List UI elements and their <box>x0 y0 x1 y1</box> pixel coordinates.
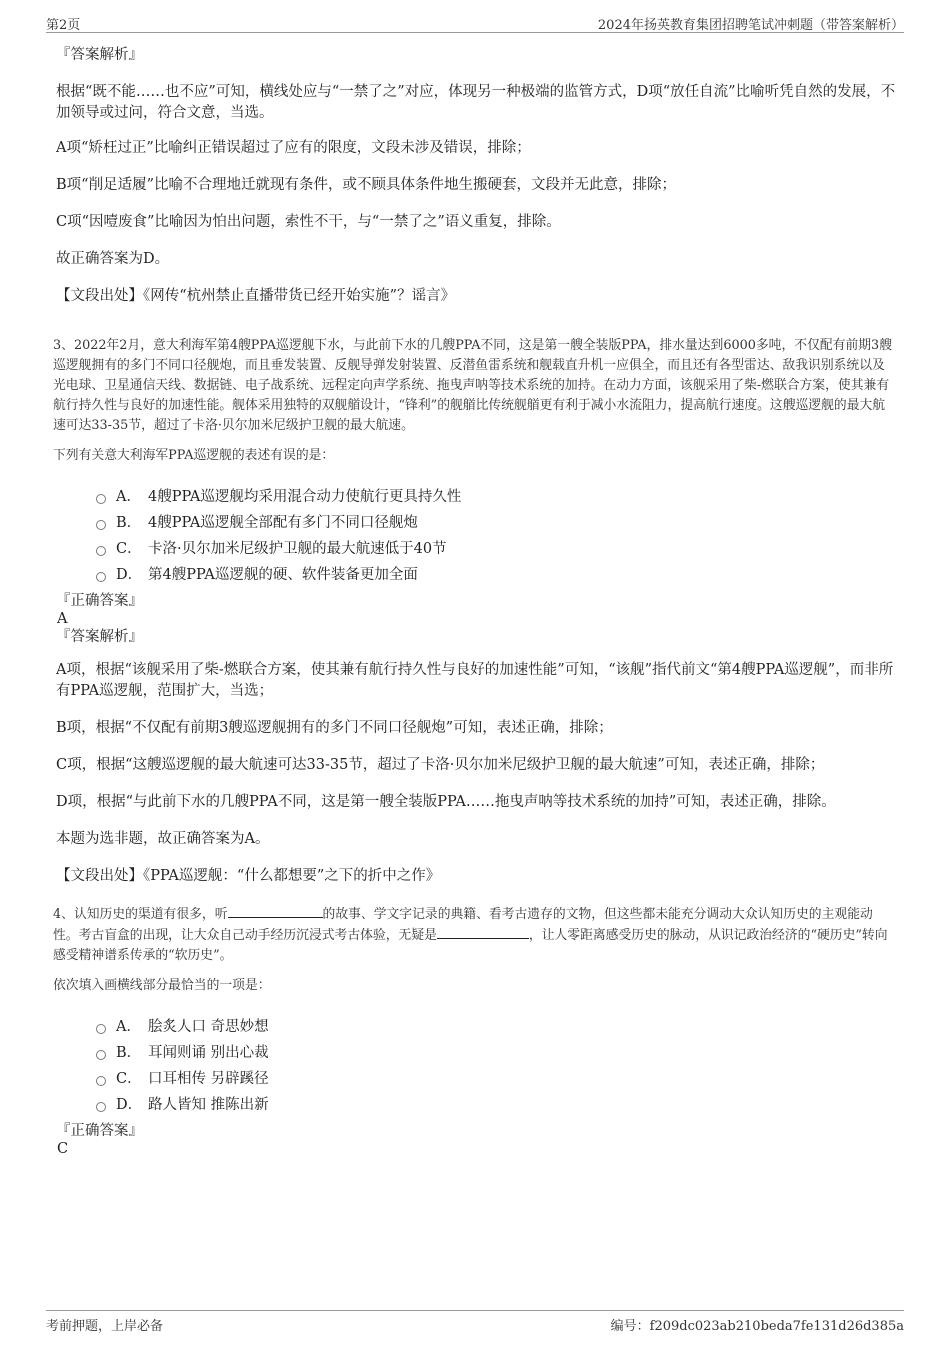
document-title: 2024年扬英教育集团招聘笔试冲刺题（带答案解析） <box>597 18 904 33</box>
analysis-paragraph: D项，根据“与此前下水的几艘PPA不同，这是第一艘全装版PPA……拖曳声呐等技术系统的加持”可知，表述正确，排除。 <box>56 794 836 810</box>
question-4-text: 4、认知历史的渠道有很多，听 的故事、学文字记录的典籍、看考古遗存的文物，但这些都未能充分调动大众认知历史的主观能动性。考古盲盒的出现，让大众自己动手经历沉浸式考古体验，无疑是 ，让人零距离感受历史的脉动，从识记政治经济的“硬历史”转向感受精神谱系传承的“软历史”。 <box>53 904 896 966</box>
analysis-paragraph: C项“因噎废食”比喻因为怕出问题，索性不干，与“一禁了之”语义重复，排除。 <box>56 214 561 230</box>
analysis-paragraph: C项，根据“这艘巡逻舰的最大航速可达33-35节，超过了卡洛·贝尔加米尼级护卫舰的最大航速”可知，表述正确，排除； <box>56 757 825 773</box>
option-a[interactable]: A． 4艘PPA巡逻舰均采用混合动力使航行更具持久性 <box>96 488 896 506</box>
option-c[interactable]: C． 卡洛·贝尔加米尼级护卫舰的最大航速低于40节 <box>96 540 896 558</box>
document-code: 编号：f209dc023ab210beda7fe131d26d385a <box>610 1319 904 1334</box>
analysis-paragraph: B项“削足适履”比喻不合理地迁就现有条件，或不顾具体条件地生搬硬套，文段并无此意，排除； <box>56 177 676 193</box>
question-3-text: 3、2022年2月，意大利海军第4艘PPA巡逻舰下水，与此前下水的几艘PPA不同，这是第一艘全装版PPA，排水量达到6000多吨，不仅配有前期3艘巡逻舰拥有的多门不同口径舰炮，而且垂发装置、反舰导弹发射装置、反潜鱼雷系统和舰载直升机一应俱全，而且还有各型雷达、敌我识别系统以及光电球、卫星通信天线、数据链、电子战系统、远程定向声学系统、拖曳声呐等技术系统的加持。在动力方面，该舰采用了柴-燃联合方案，使其兼有航行持久性与良好的加速性能。舰体采用独特的双舰艏设计，“锋利”的舰艏比传统舰艏更有利于减小水流阻力，提高航行速度。这艘巡逻舰的最大航速可达33-35节，超过了卡洛·贝尔加米尼级护卫舰的最大航速。 <box>53 338 893 433</box>
page-number: 第2页 <box>46 18 81 33</box>
option-b[interactable]: B． 耳闻则诵 别出心裁 <box>96 1044 896 1062</box>
radio-icon[interactable] <box>96 1076 106 1086</box>
option-b[interactable]: B． 4艘PPA巡逻舰全部配有多门不同口径舰炮 <box>96 514 896 532</box>
radio-icon[interactable] <box>96 494 106 504</box>
question-4-prompt: 依次填入画横线部分最恰当的一项是： <box>53 978 271 993</box>
footer-slogan: 考前押题，上岸必备 <box>46 1319 164 1334</box>
option-c[interactable]: C． 口耳相传 另辟蹊径 <box>96 1070 896 1088</box>
analysis-paragraph: B项，根据“不仅配有前期3艘巡逻舰拥有的多门不同口径舰炮”可知，表述正确，排除； <box>56 720 613 736</box>
source-citation: 【文段出处】《PPA巡逻舰：“什么都想要”之下的折中之作》 <box>56 868 441 884</box>
correct-answer-label: 『正确答案』 <box>56 593 143 609</box>
correct-answer: A <box>57 611 68 627</box>
correct-answer: C <box>57 1141 69 1157</box>
question-4-options <box>56 1018 896 1114</box>
page-footer <box>46 1310 904 1334</box>
option-a[interactable]: A． 脍炙人口 奇思妙想 <box>96 1018 896 1036</box>
analysis-conclusion: 故正确答案为D。 <box>56 251 170 267</box>
analysis-paragraph: A项“矫枉过正”比喻纠正错误超过了应有的限度，文段未涉及错误，排除； <box>56 140 531 156</box>
question-3-prompt: 下列有关意大利海军PPA巡逻舰的表述有误的是： <box>53 448 335 463</box>
correct-answer-label: 『正确答案』 <box>56 1123 143 1139</box>
radio-icon[interactable] <box>96 572 106 582</box>
radio-icon[interactable] <box>96 546 106 556</box>
radio-icon[interactable] <box>96 1050 106 1060</box>
fill-blank-2 <box>437 925 529 939</box>
page-content <box>53 46 896 1158</box>
analysis-paragraph: 根据“既不能……也不应”可知，横线处应与“一禁了之”对应，体现另一种极端的监管方式，D项“放任自流”比喻听凭自然的发展，不加领导或过问，符合文意，当选。 <box>56 84 896 121</box>
analysis-paragraph: A项，根据“该舰采用了柴-燃联合方案，使其兼有航行持久性与良好的加速性能”可知，“该舰”指代前文“第4艘PPA巡逻舰”，而非所有PPA巡逻舰，范围扩大，当选； <box>56 662 894 699</box>
page-header <box>46 12 904 33</box>
fill-blank-1 <box>228 904 323 918</box>
analysis-conclusion: 本题为选非题，故正确答案为A。 <box>56 831 270 847</box>
source-citation: 【文段出处】《网传“杭州禁止直播带货已经开始实施”？谣言》 <box>56 288 456 304</box>
analysis-label: 『答案解析』 <box>56 629 143 645</box>
radio-icon[interactable] <box>96 1024 106 1034</box>
question-3-options <box>56 488 896 584</box>
analysis-label: 『答案解析』 <box>56 47 143 63</box>
radio-icon[interactable] <box>96 520 106 530</box>
radio-icon[interactable] <box>96 1102 106 1112</box>
option-d[interactable]: D． 第4艘PPA巡逻舰的硬、软件装备更加全面 <box>96 566 896 584</box>
option-d[interactable]: D． 路人皆知 推陈出新 <box>96 1096 896 1114</box>
